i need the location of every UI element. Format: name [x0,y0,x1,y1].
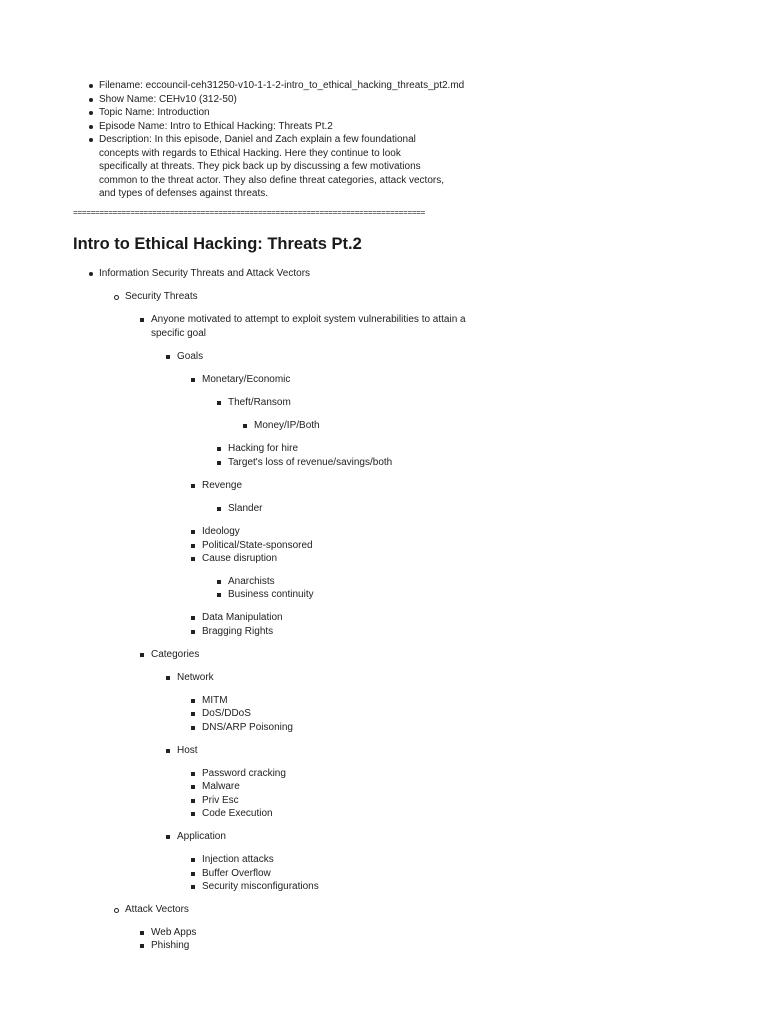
bullet-square [140,931,144,935]
bullet-square [243,424,247,428]
bullet-square [191,544,195,548]
bullet-square [191,799,195,803]
bullet-square [191,484,195,488]
list-item: Information Security Threats and Attack Vectors [99,268,311,279]
list-item: Network [177,672,214,683]
bullet-square [191,557,195,561]
bullet-square [191,812,195,816]
bullet-square [166,355,170,359]
bullet-square [191,772,195,776]
list-item: Money/IP/Both [254,420,320,431]
bullet-square [217,593,221,597]
list-item: Host [177,745,198,756]
bullet-disc [89,138,93,142]
bullet-square [140,318,144,322]
bullet-square [140,653,144,657]
bullet-disc [89,125,93,129]
bullet-square [166,835,170,839]
bullet-square [191,726,195,730]
list-item: Theft/Ransom [228,397,291,408]
list-item: Cause disruption [202,553,278,564]
bullet-circle [114,295,119,300]
bullet-square [166,676,170,680]
list-item: Categories [151,649,200,660]
bullet-square [140,944,144,948]
meta-filename: Filename: eccouncil-ceh31250-v10-1-1-2-intro_to_ethical_hacking_threats_pt2.md [99,80,465,91]
bullet-square [166,749,170,753]
list-item: Attack Vectors [125,904,189,915]
bullet-square [191,630,195,634]
list-item: Ideology [202,526,240,537]
bullet-square [191,872,195,876]
bullet-square [191,699,195,703]
list-item: Anarchists [228,576,275,587]
meta-show-name: Show Name: CEHv10 (312-50) [99,94,237,105]
bullet-disc [89,98,93,102]
list-item: Target's loss of revenue/savings/both [228,457,393,468]
bullet-square [217,507,221,511]
list-item: DNS/ARP Poisoning [202,722,293,733]
bullet-square [191,616,195,620]
bullet-square [191,712,195,716]
list-item: Password cracking [202,768,286,779]
list-item: Anyone motivated to attempt to exploit system vulnerabilities to attain a specific goal [151,314,466,339]
bullet-square [217,401,221,405]
bullet-square [191,378,195,382]
list-item: Priv Esc [202,795,239,806]
divider-rule: ================================================================================ [73,209,426,218]
list-item: Political/State-sponsored [202,540,313,551]
list-item: Web Apps [151,927,197,938]
list-item: Hacking for hire [228,443,299,454]
bullet-disc [89,111,93,115]
list-item: Application [177,831,226,842]
list-item: DoS/DDoS [202,708,251,719]
meta-topic-name: Topic Name: Introduction [99,107,210,118]
list-item: Monetary/Economic [202,374,291,385]
bullet-square [191,885,195,889]
meta-description: Description: In this episode, Daniel and Zach explain a few foundational concepts with regards to Ethical Hacking. Here they continue to look specifically at threats. They pick back up by discussing a few motivations common to the threat actor. They also define threat categories, attack vectors, and types of defenses against threats. [99,134,444,199]
list-item: Malware [202,781,240,792]
bullet-square [191,858,195,862]
bullet-square [191,785,195,789]
list-item: Bragging Rights [202,626,274,637]
page-title: Intro to Ethical Hacking: Threats Pt.2 [73,235,362,253]
bullet-circle [114,908,119,913]
bullet-square [217,447,221,451]
list-item: Security Threats [125,291,198,302]
list-item: Injection attacks [202,854,274,865]
list-item: MITM [202,695,228,706]
list-item: Phishing [151,940,190,951]
list-item: Code Execution [202,808,273,819]
list-item: Goals [177,351,204,362]
list-item: Buffer Overflow [202,868,271,879]
list-item: Revenge [202,480,243,491]
bullet-square [191,530,195,534]
meta-episode-name: Episode Name: Intro to Ethical Hacking: Threats Pt.2 [99,121,333,132]
list-item: Security misconfigurations [202,881,319,892]
list-item: Slander [228,503,263,514]
list-item: Business continuity [228,589,314,600]
bullet-square [217,461,221,465]
list-item: Data Manipulation [202,612,283,623]
bullet-disc [89,84,93,88]
bullet-disc [89,272,93,276]
bullet-square [217,580,221,584]
